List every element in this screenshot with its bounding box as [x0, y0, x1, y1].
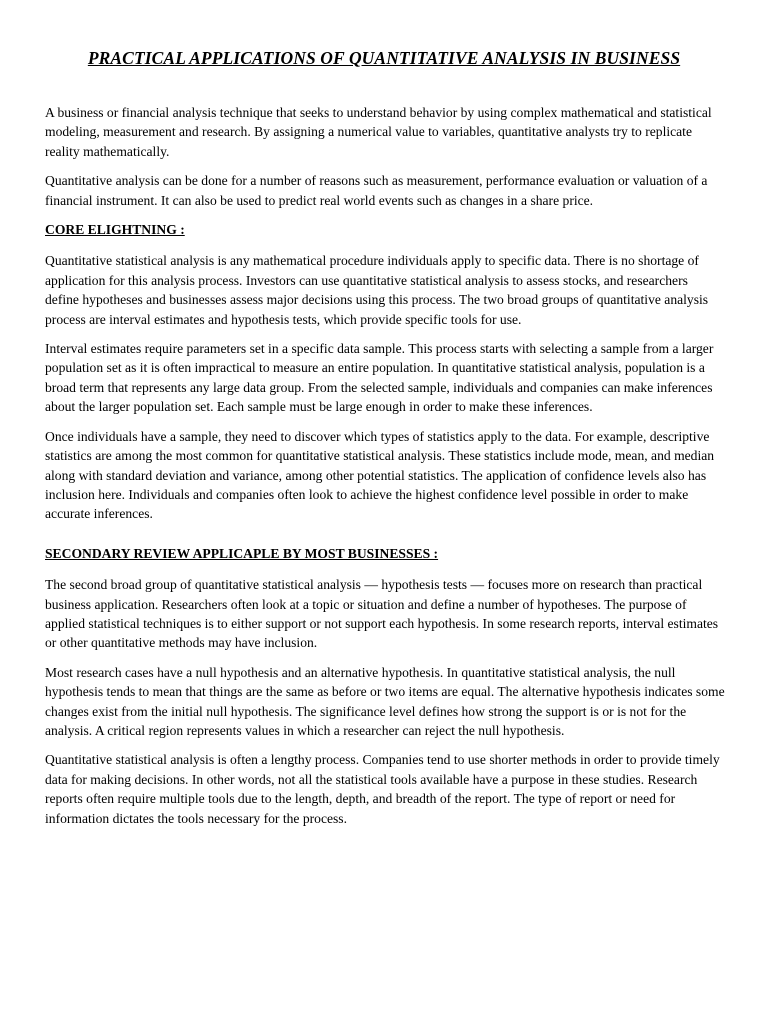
intro-paragraph-2: Quantitative analysis can be done for a number of reasons such as measurement, performance evaluation or valuation of a financial instrument. It can also be used to predict real world events such as changes in a share price.	[45, 173, 708, 208]
document-body	[45, 103, 725, 838]
section-heading-core: CORE ELIGHTNING :	[45, 222, 185, 238]
core-paragraph-2: Interval estimates require parameters set in a specific data sample. This process starts with selecting a sample from a larger population set as it is often impractical to measure an entire population. In quantitative statistical analysis, population is a broad term that represents any large data group. From the selected sample, individuals and companies can make inferences about the larger population set. Each sample must be large enough in order to make these inferences.	[45, 341, 714, 415]
core-paragraph-1: Quantitative statistical analysis is any mathematical procedure individuals apply to specific data. There is no shortage of application for this analysis process. Investors can use quantitative statistical analysis to assess stocks, and researchers define hypotheses and businesses assess major decisions using this process. The two broad groups of quantitative analysis process are interval estimates and hypothesis tests, which provide specific tools for use.	[45, 253, 709, 327]
section-heading-secondary: SECONDARY REVIEW APPLICAPLE BY MOST BUSINESSES :	[45, 545, 439, 561]
secondary-paragraph-3: Quantitative statistical analysis is often a lengthy process. Companies tend to use shorter methods in order to provide timely data for making decisions. In other words, not all the statistical tools available have a purpose in these studies. Research reports often require multiple tools due to the length, depth, and breadth of the report. The type of report or need for information dictates the tools necessary for the process.	[45, 752, 720, 826]
core-paragraph-3: Once individuals have a sample, they need to discover which types of statistics apply to the data. For example, descriptive statistics are among the most common for quantitative statistical analysis. These statistics include mode, mean, and median along with standard deviation and variance, among other potential statistics. The application of confidence levels also has inclusion here. Individuals and companies often look to achieve the highest confidence level possible in order to make accurate inferences.	[45, 428, 715, 522]
page-title: PRACTICAL APPLICATIONS OF QUANTITATIVE ANALYSIS IN BUSINESS	[87, 48, 681, 68]
secondary-paragraph-1: The second broad group of quantitative statistical analysis — hypothesis tests — focuses more on research than practical business application. Researchers often look at a topic or situation and define a number of hypotheses. The purpose of applied statistical techniques is to either support or not support each hypothesis. In some research reports, interval estimates or other quantitative methods may have inclusion.	[45, 577, 719, 651]
secondary-paragraph-2: Most research cases have a null hypothesis and an alternative hypothesis. In quantitative statistical analysis, the null hypothesis tends to mean that things are the same as before or two items are equal. The alternative hypothesis indicates some changes exist from the initial null hypothesis. The significance level defines how strong the support is or is not for the analysis. A critical region represents values in which a researcher can reject the null hypothesis.	[45, 664, 725, 738]
intro-paragraph-1: A business or financial analysis technique that seeks to understand behavior by using complex mathematical and statistical modeling, measurement and research. By assigning a numerical value to variables, quantitative analysts try to replicate reality mathematically.	[45, 105, 712, 159]
